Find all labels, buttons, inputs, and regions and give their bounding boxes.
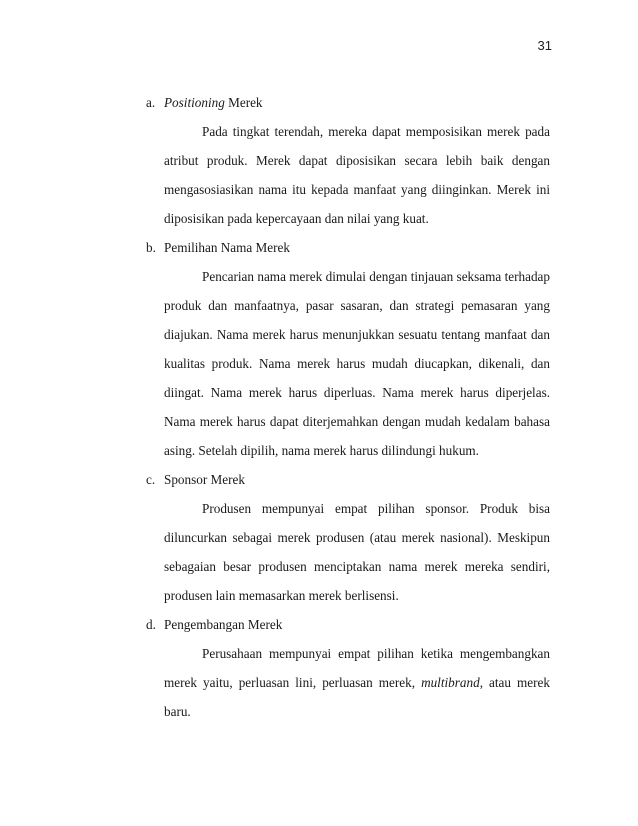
list-marker: a. — [146, 95, 156, 110]
section-paragraph — [146, 639, 550, 726]
document-body — [146, 88, 550, 726]
heading-text: Merek — [224, 95, 263, 110]
section-paragraph: Produsen mempunyai empat pilihan sponsor. Produk bisa diluncurkan sebagai merek produsen (atau merek nasional). Meskipun sebagaian besar produsen menciptakan nama merek mereka sendiri, produsen lain memasarkan merek berlisensi. — [164, 501, 550, 603]
section-heading — [146, 610, 550, 639]
heading-italic-text: Positioning — [164, 95, 225, 110]
list-marker: b. — [146, 240, 156, 255]
page-number: 31 — [537, 38, 552, 53]
paragraph-text: , atau merek baru. — [164, 675, 550, 719]
list-marker: d. — [146, 617, 156, 632]
paragraph-italic-text: multibrand — [421, 675, 480, 690]
section-positioning-merek — [146, 88, 550, 233]
list-marker: c. — [146, 472, 156, 487]
heading-text: Pemilihan Nama Merek — [164, 240, 290, 255]
section-heading — [146, 88, 550, 117]
heading-text: Pengembangan Merek — [164, 617, 283, 632]
section-paragraph: Pada tingkat terendah, mereka dapat memposisikan merek pada atribut produk. Merek dapat diposisikan secara lebih baik dengan mengasosiasikan nama itu kepada manfaat yang diinginkan. Merek ini diposisikan pada kepercayaan dan nilai yang kuat. — [164, 124, 550, 226]
section-sponsor-merek — [146, 465, 550, 610]
heading-text: Sponsor Merek — [164, 472, 245, 487]
paragraph-text: Perusahaan mempunyai empat pilihan ketika mengembangkan merek yaitu, perluasan lini, perluasan merek, — [164, 646, 550, 690]
section-paragraph: Pencarian nama merek dimulai dengan tinjauan seksama terhadap produk dan manfaatnya, pasar sasaran, dan strategi pemasaran yang diajukan. Nama merek harus menunjukkan sesuatu tentang manfaat dan kualitas produk. Nama merek harus mudah diucapkan, dikenali, dan diingat. Nama merek harus diperluas. Nama merek harus diperjelas. Nama merek harus dapat diterjemahkan dengan mudah kedalam bahasa asing. Setelah dipilih, nama merek harus dilindungi hukum. — [164, 269, 550, 458]
section-pengembangan-merek — [146, 610, 550, 726]
section-heading — [146, 233, 550, 262]
section-heading — [146, 465, 550, 494]
section-pemilihan-nama-merek — [146, 233, 550, 465]
